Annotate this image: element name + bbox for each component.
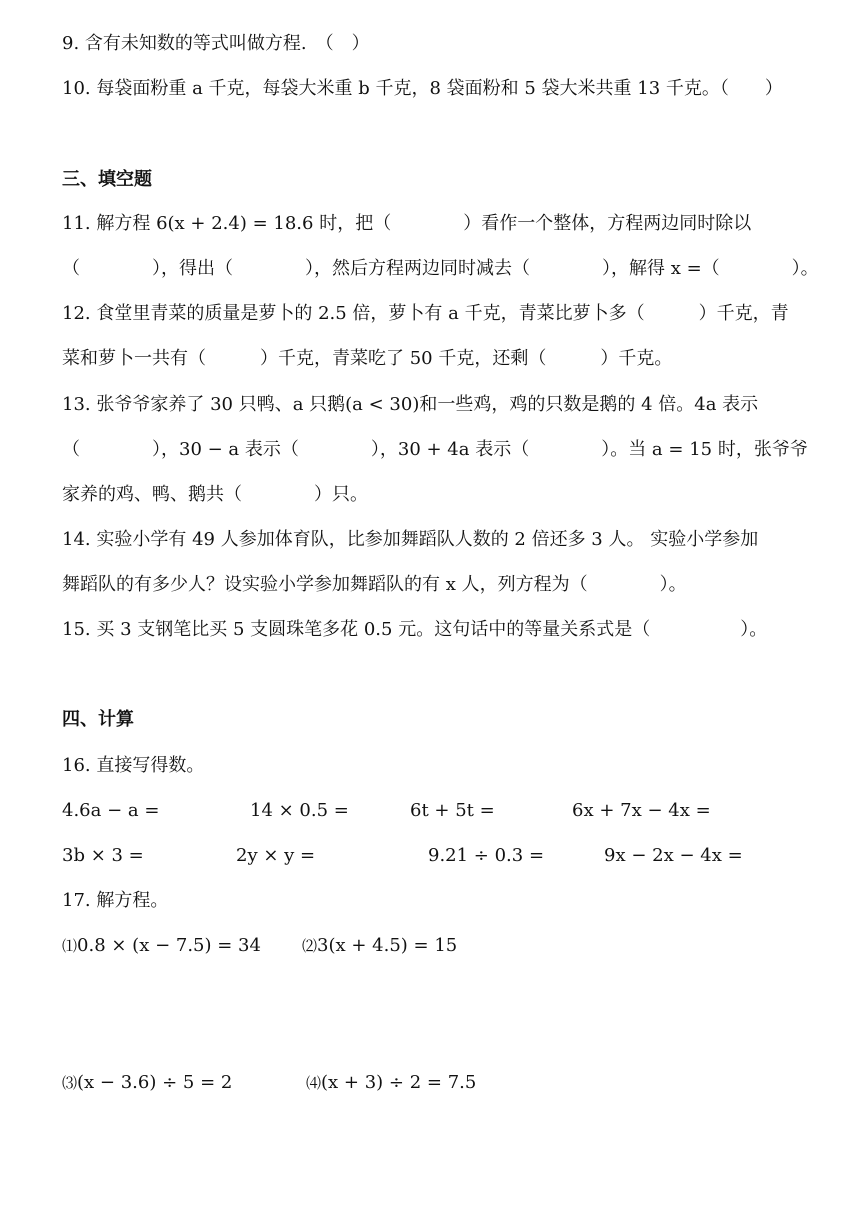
mental-calc-1-1: 4.6a − a =	[62, 800, 160, 821]
section-3-heading: 三、填空题	[62, 169, 152, 190]
section-4-heading: 四、计算	[62, 709, 134, 730]
equation-2	[302, 934, 457, 958]
question-12-line-2: 菜和萝卜一共有（ ）千克，青菜吃了 50 千克，还剩（ ）千克。	[62, 348, 673, 369]
question-17: 17. 解方程。	[62, 890, 169, 911]
mental-calc-2-2: 2y × y =	[236, 845, 316, 866]
mental-calc-1-3: 6t + 5t =	[410, 800, 495, 821]
equation-expression: (x − 3.6) ÷ 5 = 2	[77, 1072, 233, 1093]
equation-expression: 3(x + 4.5) = 15	[317, 935, 458, 956]
equation-3	[62, 1071, 232, 1095]
question-15: 15. 买 3 支钢笔比买 5 支圆珠笔多花 0.5 元。这句话中的等量关系式是（ ）。	[62, 619, 768, 640]
question-14-line-1: 14. 实验小学有 49 人参加体育队，比参加舞蹈队人数的 2 倍还多 3 人。 实验小学参加	[62, 529, 759, 550]
equation-expression: (x + 3) ÷ 2 = 7.5	[321, 1072, 477, 1093]
mental-calc-1-2: 14 × 0.5 =	[250, 800, 349, 821]
question-13-line-3: 家养的鸡、鸭、鹅共（ ）只。	[62, 484, 368, 505]
question-13-line-2: （ ），30 − a 表示（ ），30 + 4a 表示（ ）。当 a = 15 时，张爷爷	[62, 439, 808, 460]
question-11-line-2: （ ），得出（ ），然后方程两边同时减去（ ），解得 x =（ ）。	[62, 258, 819, 279]
question-12-line-1: 12. 食堂里青菜的质量是萝卜的 2.5 倍，萝卜有 a 千克，青菜比萝卜多（ ）千克，青	[62, 303, 789, 324]
question-16: 16. 直接写得数。	[62, 755, 205, 776]
question-9: 9. 含有未知数的等式叫做方程. （ ）	[62, 33, 370, 54]
question-10: 10. 每袋面粉重 a 千克，每袋大米重 b 千克，8 袋面粉和 5 袋大米共重 13 千克。（ ）	[62, 78, 783, 99]
equation-1	[62, 934, 261, 958]
equation-number: ⑷	[306, 1074, 322, 1092]
equation-number: ⑵	[302, 937, 318, 955]
mental-calc-2-1: 3b × 3 =	[62, 845, 144, 866]
mental-calc-1-4: 6x + 7x − 4x =	[572, 800, 711, 821]
question-14-line-2: 舞蹈队的有多少人？设实验小学参加舞蹈队的有 x 人，列方程为（ ）。	[62, 574, 687, 595]
equation-expression: 0.8 × (x − 7.5) = 34	[77, 935, 261, 956]
question-11-line-1: 11. 解方程 6(x + 2.4) = 18.6 时，把（ ）看作一个整体，方程两边同时除以	[62, 213, 752, 234]
equation-number: ⑶	[62, 1074, 78, 1092]
question-13-line-1: 13. 张爷爷家养了 30 只鸭、a 只鹅(a < 30)和一些鸡，鸡的只数是鹅的 4 倍。4a 表示	[62, 394, 759, 415]
mental-calc-2-3: 9.21 ÷ 0.3 =	[428, 845, 545, 866]
equation-number: ⑴	[62, 937, 78, 955]
mental-calc-2-4: 9x − 2x − 4x =	[604, 845, 743, 866]
equation-4	[306, 1071, 476, 1095]
